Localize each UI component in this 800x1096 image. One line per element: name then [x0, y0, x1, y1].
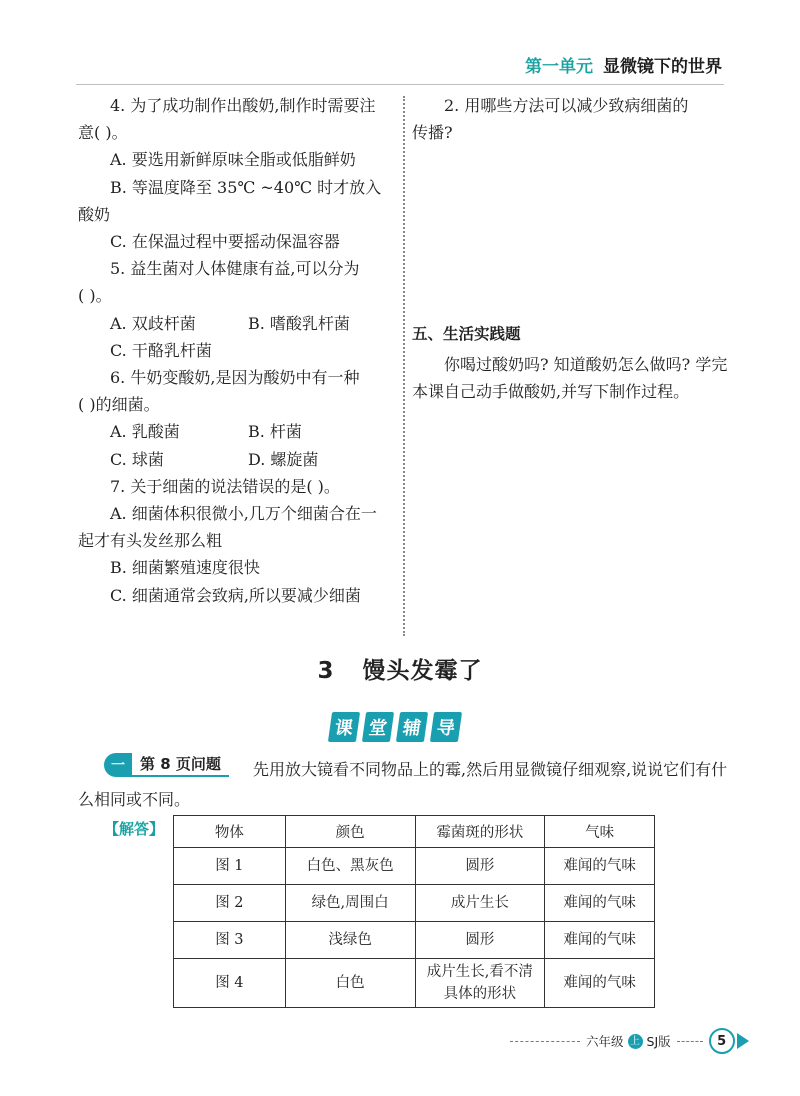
q5-option-a: A. 双歧杆菌 — [110, 313, 196, 333]
q5-options-ab — [78, 310, 393, 337]
question-text: 先用放大镜看不同物品上的霉,然后用显微镜仔细观察,说说它们有什么相同或不同。 — [78, 760, 728, 809]
banner-char: 导 — [430, 712, 462, 742]
q7-option-a-cont: 起才有头发丝那么粗 — [78, 531, 223, 551]
table-header-row — [174, 816, 655, 848]
table-cell: 图 3 — [174, 922, 286, 959]
q7-stem: 7. 关于细菌的说法错误的是( )。 — [110, 476, 340, 496]
q4-option-c: C. 在保温过程中要摇动保温容器 — [110, 232, 340, 252]
footer-edition: SJ版 — [646, 1034, 671, 1049]
footer-dash — [510, 1041, 580, 1042]
q4-option-b-cont: 酸奶 — [78, 204, 111, 224]
question-tag — [104, 753, 229, 777]
table-cell: 绿色,周围白 — [285, 885, 415, 922]
answer-table — [173, 815, 655, 1008]
table-cell: 难闻的气味 — [545, 848, 655, 885]
table-cell: 图 4 — [174, 959, 286, 1008]
q5-stem: 5. 益生菌对人体健康有益,可以分为 — [110, 259, 360, 279]
q7-option-b: B. 细菌繁殖速度很快 — [110, 558, 260, 578]
q4-option-b: B. 等温度降至 35℃ ~40℃ 时才放入 — [110, 177, 382, 197]
banner-char: 堂 — [362, 712, 394, 742]
q6-stem-cont: ( )的细菌。 — [78, 395, 160, 415]
banner-char: 辅 — [396, 712, 428, 742]
section-title-practice: 五、生活实践题 — [412, 325, 521, 344]
lesson-title — [0, 652, 800, 685]
q7-option-a: A. 细菌体积很微小,几万个细菌合在一 — [110, 504, 377, 524]
footer-dash — [677, 1041, 703, 1042]
header-rule — [76, 84, 724, 85]
lesson-number: 3 — [317, 658, 335, 684]
q5-stem-cont: ( )。 — [78, 286, 112, 306]
practice-text: 你喝过酸奶吗? 知道酸奶怎么做吗? 学完 — [444, 354, 728, 374]
practice-text-cont: 本课自己动手做酸奶,并写下制作过程。 — [412, 381, 690, 401]
q5-option-b: B. 嗜酸乳杆菌 — [248, 313, 350, 333]
table-cell: 白色、黑灰色 — [285, 848, 415, 885]
table-header: 气味 — [545, 816, 655, 848]
table-row — [174, 959, 655, 1008]
table-cell: 圆形 — [415, 922, 545, 959]
q6-option-d: D. 螺旋菌 — [248, 449, 319, 469]
table-cell-line: 具体的形状 — [443, 986, 517, 1002]
footer-grade: 六年级 — [586, 1034, 624, 1049]
q6-stem: 6. 牛奶变酸奶,是因为酸奶中有一种 — [110, 368, 360, 388]
answer-label: 【解答】 — [104, 820, 165, 838]
arrow-right-icon — [737, 1033, 749, 1049]
table-cell: 成片生长 — [415, 885, 545, 922]
q6-options-ab — [78, 418, 393, 445]
left-column — [78, 92, 393, 609]
q6-option-c: C. 球菌 — [110, 449, 164, 469]
page-number: 5 — [709, 1028, 735, 1054]
table-cell: 难闻的气味 — [545, 885, 655, 922]
table-row — [174, 885, 655, 922]
table-cell — [415, 959, 545, 1008]
right-q2: 2. 用哪些方法可以减少致病细菌的 — [444, 96, 689, 115]
q4-option-a: A. 要选用新鲜原味全脂或低脂鲜奶 — [110, 150, 356, 170]
right-q2-cont: 传播? — [412, 123, 453, 143]
table-cell: 白色 — [285, 959, 415, 1008]
unit-label: 第一单元 — [525, 57, 593, 77]
footer-semester: 上 — [628, 1034, 643, 1049]
q7-option-c: C. 细菌通常会致病,所以要减少细菌 — [110, 585, 361, 605]
page-header — [525, 52, 722, 77]
column-divider — [403, 96, 405, 636]
banner-char: 课 — [328, 712, 360, 742]
question-label: 第 8 页问题 — [132, 753, 229, 777]
table-header: 颜色 — [285, 816, 415, 848]
table-header: 霉菌斑的形状 — [415, 816, 545, 848]
q6-option-b: B. 杆菌 — [248, 422, 302, 442]
question-badge: 一 — [104, 753, 132, 777]
table-cell: 圆形 — [415, 848, 545, 885]
table-cell: 难闻的气味 — [545, 959, 655, 1008]
table-row — [174, 922, 655, 959]
page-footer — [510, 1028, 749, 1054]
table-cell: 图 1 — [174, 848, 286, 885]
table-cell: 浅绿色 — [285, 922, 415, 959]
q4-stem-cont: 意( )。 — [78, 123, 128, 143]
table-cell: 图 2 — [174, 885, 286, 922]
section-banner — [330, 712, 460, 742]
q4-stem: 4. 为了成功制作出酸奶,制作时需要注 — [110, 96, 376, 115]
q6-options-cd — [78, 446, 393, 473]
table-cell: 难闻的气味 — [545, 922, 655, 959]
q6-option-a: A. 乳酸菌 — [110, 422, 180, 442]
q5-option-c: C. 干酪乳杆菌 — [110, 340, 212, 360]
table-cell-line: 成片生长,看不清 — [426, 964, 533, 980]
table-row — [174, 848, 655, 885]
right-column — [412, 92, 728, 405]
lesson-name: 馒头发霉了 — [362, 658, 483, 684]
unit-title: 显微镜下的世界 — [603, 57, 722, 77]
table-header: 物体 — [174, 816, 286, 848]
